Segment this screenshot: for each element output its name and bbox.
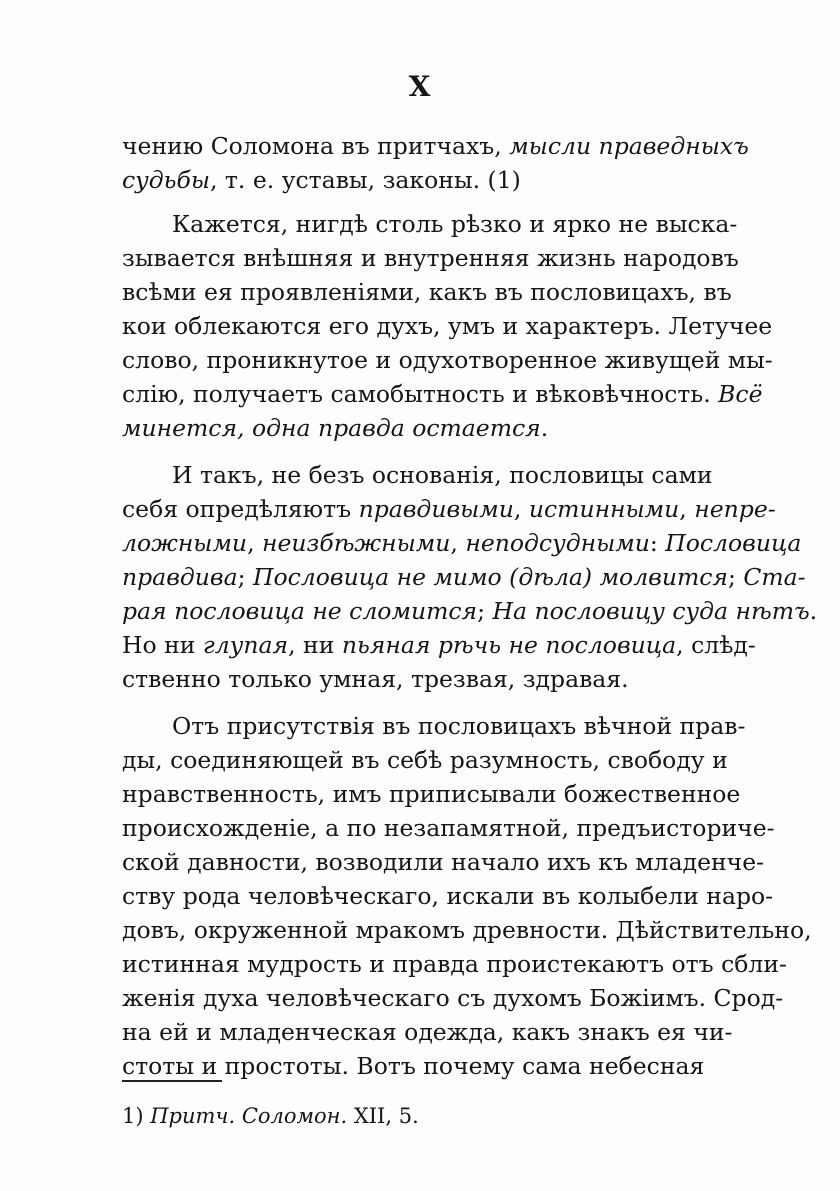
text-line: ству рода человѣческаго, искали въ колыбели наро- [122,882,774,910]
text-line: происхожденіе, а по незапамятной, предъисториче- [122,814,775,842]
text-line: Кажется, нигдѣ столь рѣзко и ярко не выска- [172,210,738,238]
text-line: ложными, неизбѣжными, неподсудными: Пословица [122,529,802,557]
text-line: стоты и простоты. Вотъ почему сама небесная [122,1052,705,1080]
text-line: нравственность, имъ приписывали божественное [122,780,741,808]
text-line: правдива; Пословица не мимо (дѣла) молвится; Ста- [122,563,806,591]
text-line: слово, проникнутое и одухотворенное живущей мы- [122,346,773,374]
footnote-rule [122,1080,222,1082]
text-line: И такъ, не безъ основанія, пословицы сами [172,461,713,489]
text-line: Но ни глупая, ни пьяная рѣчь не пословица, слѣд- [122,631,756,659]
text-line: Отъ присутствія въ пословицахъ вѣчной прав- [172,712,746,740]
text-line: рая пословица не сломится; На пословицу суда нѣтъ. [122,597,818,625]
text-line: ственно только умная, трезвая, здравая. [122,665,629,693]
text-line: всѣми ея проявленіями, какъ въ пословицахъ, въ [122,278,732,306]
page-number: X [408,70,432,103]
text-line: себя опредѣляютъ правдивыми, истинными, непре- [122,495,776,523]
text-line: слію, получаетъ самобытность и вѣковѣчность. Всё [122,380,763,408]
text-line: женія духа человѣческаго съ духомъ Божіимъ. Срод- [122,984,784,1012]
text-line: на ей и младенческая одежда, какъ знакъ ея чи- [122,1018,733,1046]
text-line: довъ, окруженной мракомъ древности. Дѣйствительно, [122,916,812,944]
footnote: 1) Притч. Соломон. XII, 5. [122,1104,419,1128]
text-line: зывается внѣшняя и внутренняя жизнь народовъ [122,244,739,272]
text-line: ды, соединяющей въ себѣ разумность, свободу и [122,746,728,774]
text-line: судьбы, т. е. уставы, законы. (1) [122,166,521,194]
text-line: истинная мудрость и правда проистекаютъ отъ сбли- [122,950,787,978]
text-line: чению Соломона въ притчахъ, мысли праведныхъ [122,132,749,160]
text-line: кои облекаются его духъ, умъ и характеръ. Летучее [122,312,773,340]
text-line: ской давности, возводили начало ихъ къ младенче- [122,848,765,876]
text-line: минется, одна правда остается. [122,414,549,442]
